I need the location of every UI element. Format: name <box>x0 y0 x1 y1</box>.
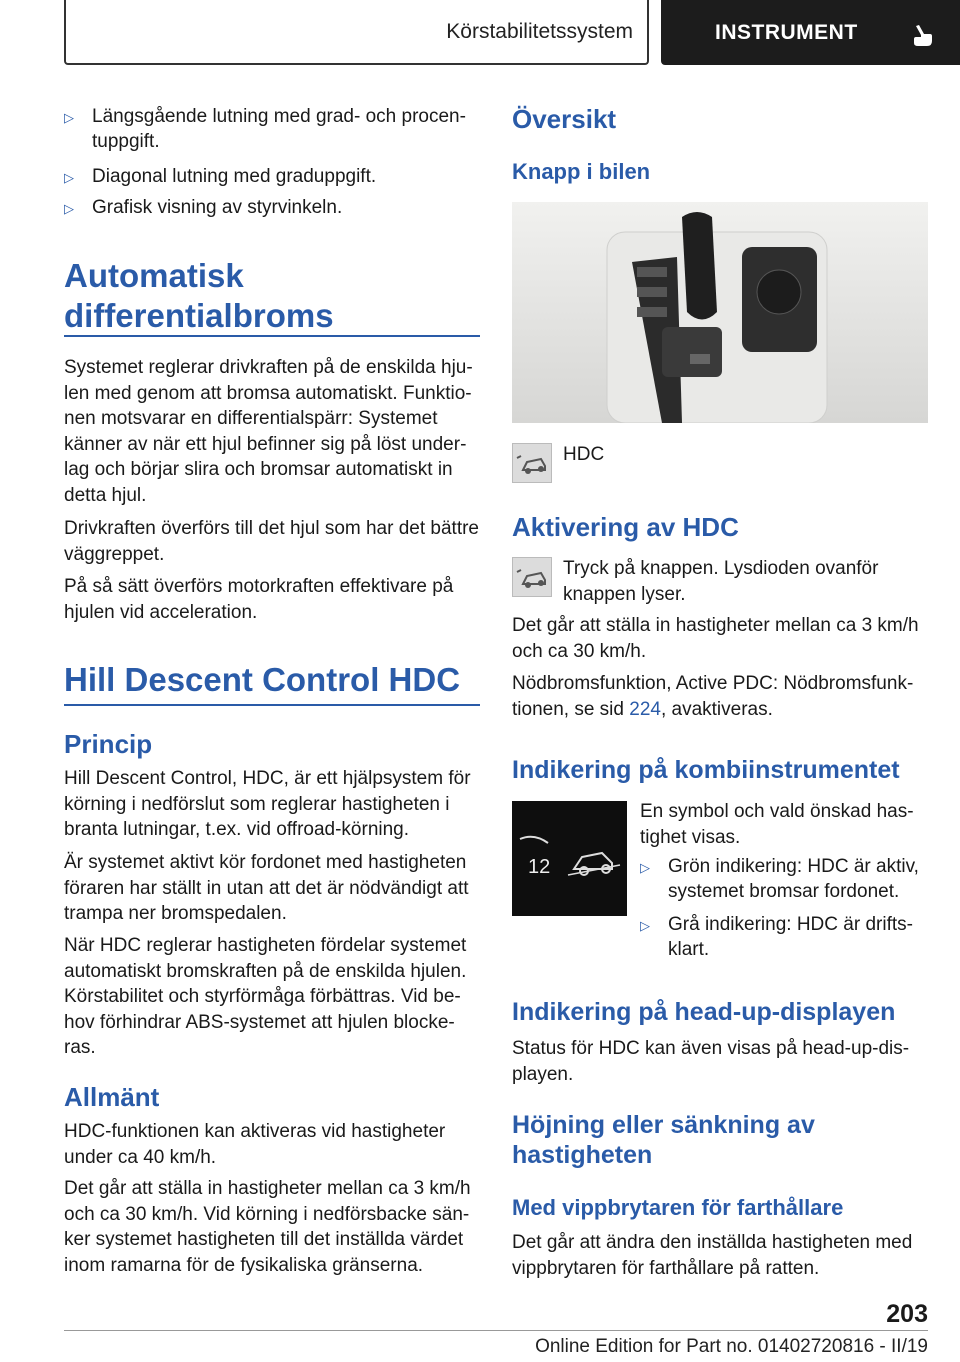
heading-allmant: Allmänt <box>64 1082 160 1112</box>
list-item: ▷ Diagonal lutning med graduppgift. <box>64 164 480 190</box>
triangle-bullet-icon: ▷ <box>64 110 74 125</box>
section-title: Körstabilitetssystem <box>446 19 633 43</box>
paragraph: Är systemet aktivt kör fordonet med hastigheten föraren har ställt in utan att det är nödvändigt att trampa ner bromspedalen. <box>64 852 469 924</box>
paragraph: När HDC reglerar hastigheten fördelar systemet automatiskt bromskraften på de enskilda hjulen. Körstabilitet och styrförmåga förbättras. Vid be-hov förhindrar ABS-systemet att hjulen blocke-ras. <box>64 935 467 1058</box>
heading-hill-descent-control: Hill Descent Control HDC <box>64 661 461 698</box>
paragraph: Systemet reglerar drivkraften på de enskilda hju-len med genom att bromsa automatiskt. Funktio-nen motsvarar en differentialspärr: Systemet känner av när ett hjul befinner sig på löst under-lag och börjar slira och bromsar automatiskt in detta hjul. <box>64 357 473 506</box>
heading-kombiinstrumentet: Indikering på kombiinstrumentet <box>512 756 900 784</box>
page-reference-link[interactable]: 224 <box>629 698 661 720</box>
triangle-bullet-icon: ▷ <box>640 918 650 933</box>
paragraph: Det går att ställa in hastigheter mellan ca 3 km/h och ca 30 km/h. Vid körning i nedförsbacke sän-ker systemet hastigheten till det inställda värdet inom ramarna för de fysikaliska gränserna. <box>64 1178 471 1276</box>
center-console-photo <box>512 202 928 423</box>
paragraph: Nödbromsfunktion, Active PDC: Nödbromsfunk-tionen, se sid 224, avaktiveras. <box>512 673 914 720</box>
section-header <box>64 0 649 65</box>
heading-oversikt: Översikt <box>512 104 617 134</box>
heading-head-up-display: Indikering på head-up-displayen <box>512 998 896 1026</box>
paragraph: På så sätt överförs motorkraften effektivare på hjulen vid acceleration. <box>64 576 454 623</box>
paragraph: En symbol och vald önskad has-tighet visas. <box>640 801 914 848</box>
heading-rule <box>64 335 480 337</box>
paragraph: Det går att ändra den inställda hastigheten med vippbrytaren för farthållare på ratten. <box>512 1232 913 1279</box>
triangle-bullet-icon: ▷ <box>64 201 74 216</box>
pointing-hand-icon <box>911 24 935 48</box>
list-item: ▷ Grön indikering: HDC är aktiv, systemet bromsar fordonet. <box>640 856 919 902</box>
list-item: ▷ Grå indikering: HDC är drifts-klart. <box>640 914 913 960</box>
footer-divider <box>64 1330 928 1331</box>
paragraph: Hill Descent Control, HDC, är ett hjälpsystem för körning i nedförslut som reglerar hastigheten i branta lutningar, t.ex. vid offroad-körning. <box>64 768 471 840</box>
paragraph: Status för HDC kan även visas på head-up-dis-playen. <box>512 1038 910 1085</box>
hdc-button-icon <box>512 443 552 483</box>
instrument-cluster-image <box>512 801 627 916</box>
chapter-title: INSTRUMENT <box>715 20 858 44</box>
paragraph: HDC-funktionen kan aktiveras vid hastigheter under ca 40 km/h. <box>64 1121 446 1168</box>
chapter-tab[interactable] <box>661 0 960 65</box>
heading-princip: Princip <box>64 729 153 759</box>
svg-text:12: 12 <box>528 856 551 878</box>
paragraph: Tryck på knappen. Lysdioden ovanför knappen lyser. <box>563 558 879 605</box>
hdc-label: HDC <box>563 444 605 465</box>
hdc-button-icon <box>512 557 552 597</box>
list-item: ▷ Grafisk visning av styrvinkeln. <box>64 195 480 221</box>
paragraph: Det går att ställa in hastigheter mellan ca 3 km/h och ca 30 km/h. <box>512 615 919 662</box>
paragraph: Drivkraften överförs till det hjul som har det bättre väggreppet. <box>64 518 480 565</box>
heading-vippbrytare: Med vippbrytaren för farthållare <box>512 1195 844 1220</box>
triangle-bullet-icon: ▷ <box>64 170 74 185</box>
heading-knapp-i-bilen: Knapp i bilen <box>512 159 651 184</box>
heading-rule <box>64 704 480 706</box>
page-number: 203 <box>886 1300 928 1328</box>
heading-hojning: Höjning eller sänkning av hastigheten <box>512 1111 815 1169</box>
footer-edition: Online Edition for Part no. 01402720816 - II/19 <box>535 1336 928 1357</box>
heading-aktivering: Aktivering av HDC <box>512 512 739 542</box>
list-item: ▷ Längsgående lutning med grad- och procen-tuppgift. <box>64 106 466 152</box>
heading-automatisk-differentialbroms: Automatisk differentialbroms <box>64 257 334 334</box>
triangle-bullet-icon: ▷ <box>640 860 650 875</box>
